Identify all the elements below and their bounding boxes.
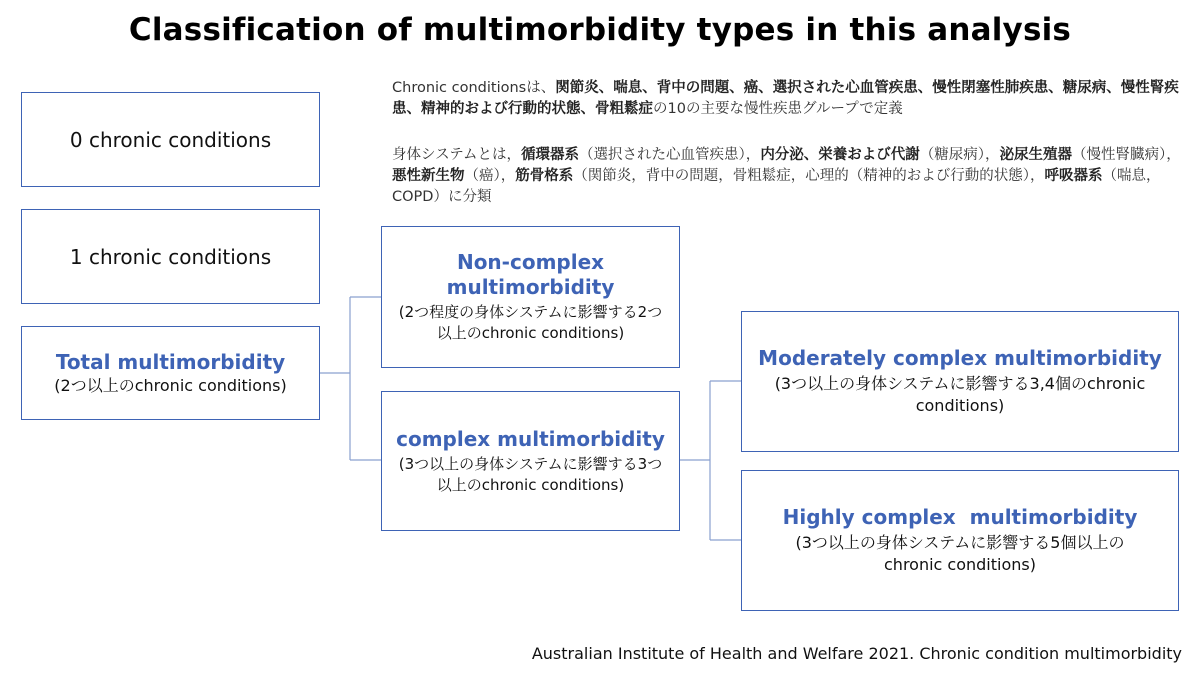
note2-seg: （選択された心血管疾患）， [579, 147, 761, 163]
highly-complex-title: Highly complex multimorbidity [782, 505, 1138, 529]
moderately-complex-box [741, 311, 1179, 452]
total-multimorbidity-box [21, 326, 320, 420]
moderately-complex-title: Moderately complex multimorbidity [758, 346, 1162, 370]
chronic-conditions-note [392, 78, 1187, 120]
highly-complex-desc: (3つ以上の身体システムに影響する5個以上のchronic conditions) [795, 533, 1125, 574]
note1-seg: 関節炎、喘息、背中の問題、癌、選択された心血管疾患、慢性閉塞性肺疾患、糖尿病、慢性腎疾患、精神的および行動的状態、骨粗鬆症 [392, 80, 1179, 117]
note2-seg: 呼吸器系 [1044, 168, 1103, 184]
one-condition-label: 1 chronic conditions [69, 244, 272, 269]
note1-seg: の10の主要な慢性疾患グループで定義 [653, 101, 903, 117]
note2-seg: （喘息，COPD）に分類 [392, 168, 1161, 205]
note2-seg: （関節炎，背中の問題，骨粗鬆症，心理的（精神的および行動的状態）， [573, 168, 1045, 184]
note2-seg: （慢性腎臓病）， [1072, 147, 1181, 163]
note2-seg: 身体システムとは， [392, 147, 522, 163]
note2-seg: 筋骨格系 [515, 168, 574, 184]
complex-multimorbidity-title: complex multimorbidity [396, 426, 665, 451]
note2-seg: 内分泌、栄養および代謝 [760, 147, 920, 163]
noncomplex-multimorbidity-box [381, 226, 680, 368]
note1-seg: Chronic conditionsは、 [392, 80, 556, 96]
complex-multimorbidity-box [381, 391, 680, 531]
one-condition-box [21, 209, 320, 304]
zero-conditions-box [21, 92, 320, 187]
diagram-title: Classification of multimorbidity types in this analysis [128, 12, 1072, 48]
note2-seg: 悪性新生物 [392, 168, 465, 184]
noncomplex-multimorbidity-title: Non-complex multimorbidity [446, 250, 615, 299]
complex-multimorbidity-desc: (3つ以上の身体システムに影響する3つ以上のchronic conditions) [398, 454, 663, 494]
note2-seg: 泌尿生殖器 [999, 147, 1073, 163]
note2-seg: （糖尿病）， [919, 147, 1000, 163]
body-systems-note [392, 145, 1184, 208]
note2-seg: （癌）， [464, 168, 516, 184]
total-multimorbidity-desc: (2つ以上のchronic conditions) [54, 376, 287, 395]
zero-conditions-label: 0 chronic conditions [69, 127, 272, 152]
moderately-complex-desc: (3つ以上の身体システムに影響する3,4個のchronic conditions) [774, 374, 1146, 415]
noncomplex-multimorbidity-desc: (2つ程度の身体システムに影響する2つ以上のchronic conditions) [398, 303, 663, 342]
highly-complex-box [741, 470, 1179, 611]
total-multimorbidity-title: Total multimorbidity [55, 350, 286, 374]
note2-seg: 循環器系 [521, 147, 580, 163]
source-citation: Australian Institute of Health and Welfare 2021. Chronic condition multimorbidity [531, 644, 1182, 663]
